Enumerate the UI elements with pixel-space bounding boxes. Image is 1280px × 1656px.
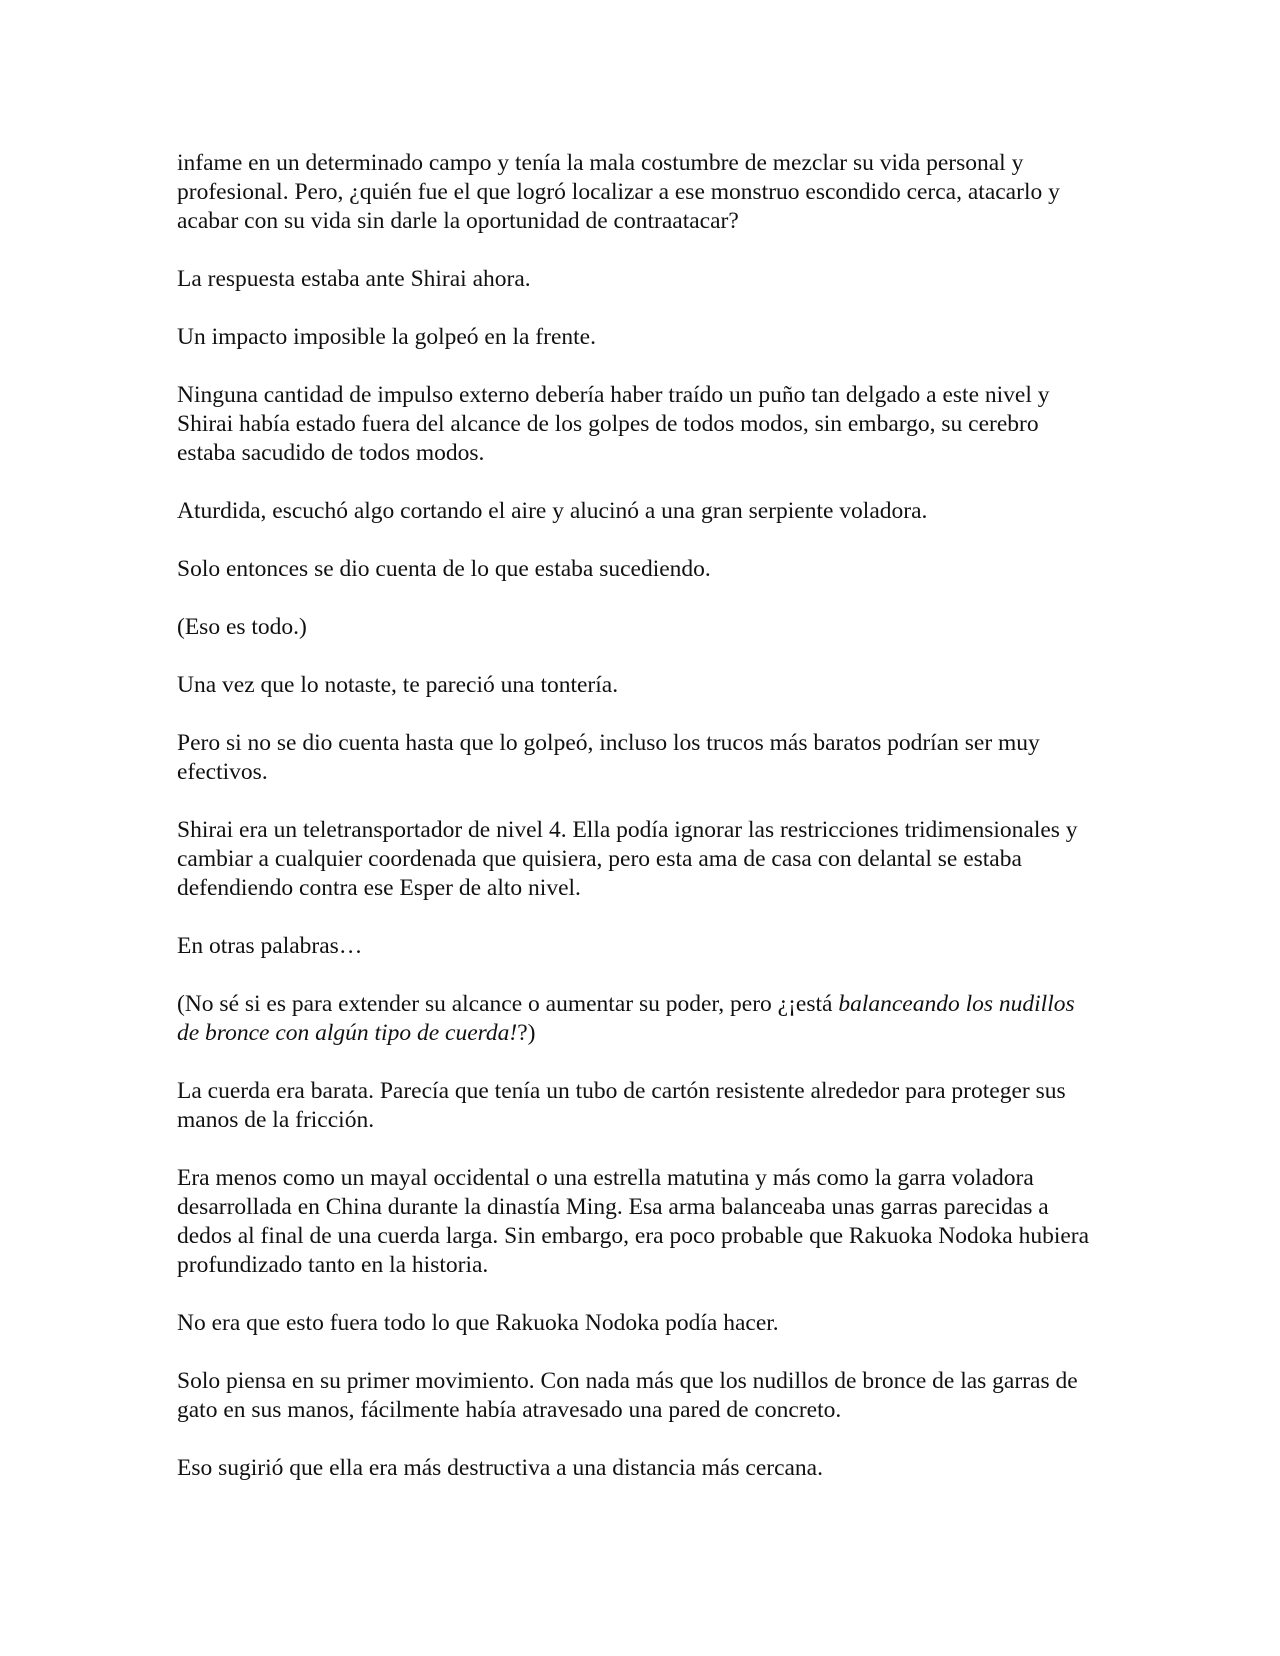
paragraph-4: Ninguna cantidad de impulso externo debería haber traído un puño tan delgado a este nivel y Shirai había estado fuera del alcance de los golpes de todos modos, sin embargo, su cerebro estaba sacudido de todos modos.	[177, 382, 1050, 466]
paragraph-10: Shirai era un teletransportador de nivel 4. Ella podía ignorar las restricciones tridimensionales y cambiar a cualquier coordenada que quisiera, pero esta ama de casa con delantal se estaba defendiendo contra ese Esper de alto nivel.	[177, 817, 1078, 901]
paragraph-3: Un impacto imposible la golpeó en la frente.	[177, 324, 596, 350]
paragraph-12-after: ?)	[517, 1020, 536, 1046]
paragraph-14: Era menos como un mayal occidental o una estrella matutina y más como la garra voladora desarrollada en China durante la dinastía Ming. Esa arma balanceaba unas garras parecidas a dedos al final de una cuerda larga. Sin embargo, era poco probable que Rakuoka Nodoka hubiera profundizado tanto en la historia.	[177, 1165, 1090, 1278]
paragraph-13: La cuerda era barata. Parecía que tenía un tubo de cartón resistente alrededor para proteger sus manos de la fricción.	[177, 1078, 1066, 1133]
paragraph-5: Aturdida, escuchó algo cortando el aire y alucinó a una gran serpiente voladora.	[177, 498, 928, 524]
paragraph-1: infame en un determinado campo y tenía la mala costumbre de mezclar su vida personal y profesional. Pero, ¿quién fue el que logró localizar a ese monstruo escondido cerca, atacarlo y acabar con su vida sin darle la oportunidad de contraatacar?	[177, 150, 1060, 234]
document-page	[177, 149, 1097, 1512]
paragraph-15: No era que esto fuera todo lo que Rakuoka Nodoka podía hacer.	[177, 1310, 779, 1336]
paragraph-12-before: (No sé si es para extender su alcance o aumentar su poder, pero ¿¡está	[177, 991, 839, 1017]
paragraph-9: Pero si no se dio cuenta hasta que lo golpeó, incluso los trucos más baratos podrían ser muy efectivos.	[177, 730, 1040, 785]
paragraph-7: (Eso es todo.)	[177, 614, 307, 640]
paragraph-6: Solo entonces se dio cuenta de lo que estaba sucediendo.	[177, 556, 711, 582]
paragraph-12	[177, 990, 1097, 1048]
paragraph-17: Eso sugirió que ella era más destructiva a una distancia más cercana.	[177, 1455, 823, 1481]
paragraph-12-italic: balanceando los nudillos de bronce con algún tipo de cuerda!	[177, 991, 1075, 1046]
paragraph-2: La respuesta estaba ante Shirai ahora.	[177, 266, 531, 292]
paragraph-8: Una vez que lo notaste, te pareció una tontería.	[177, 672, 619, 698]
paragraph-16: Solo piensa en su primer movimiento. Con nada más que los nudillos de bronce de las garras de gato en sus manos, fácilmente había atravesado una pared de concreto.	[177, 1368, 1078, 1423]
paragraph-11: En otras palabras…	[177, 933, 363, 959]
